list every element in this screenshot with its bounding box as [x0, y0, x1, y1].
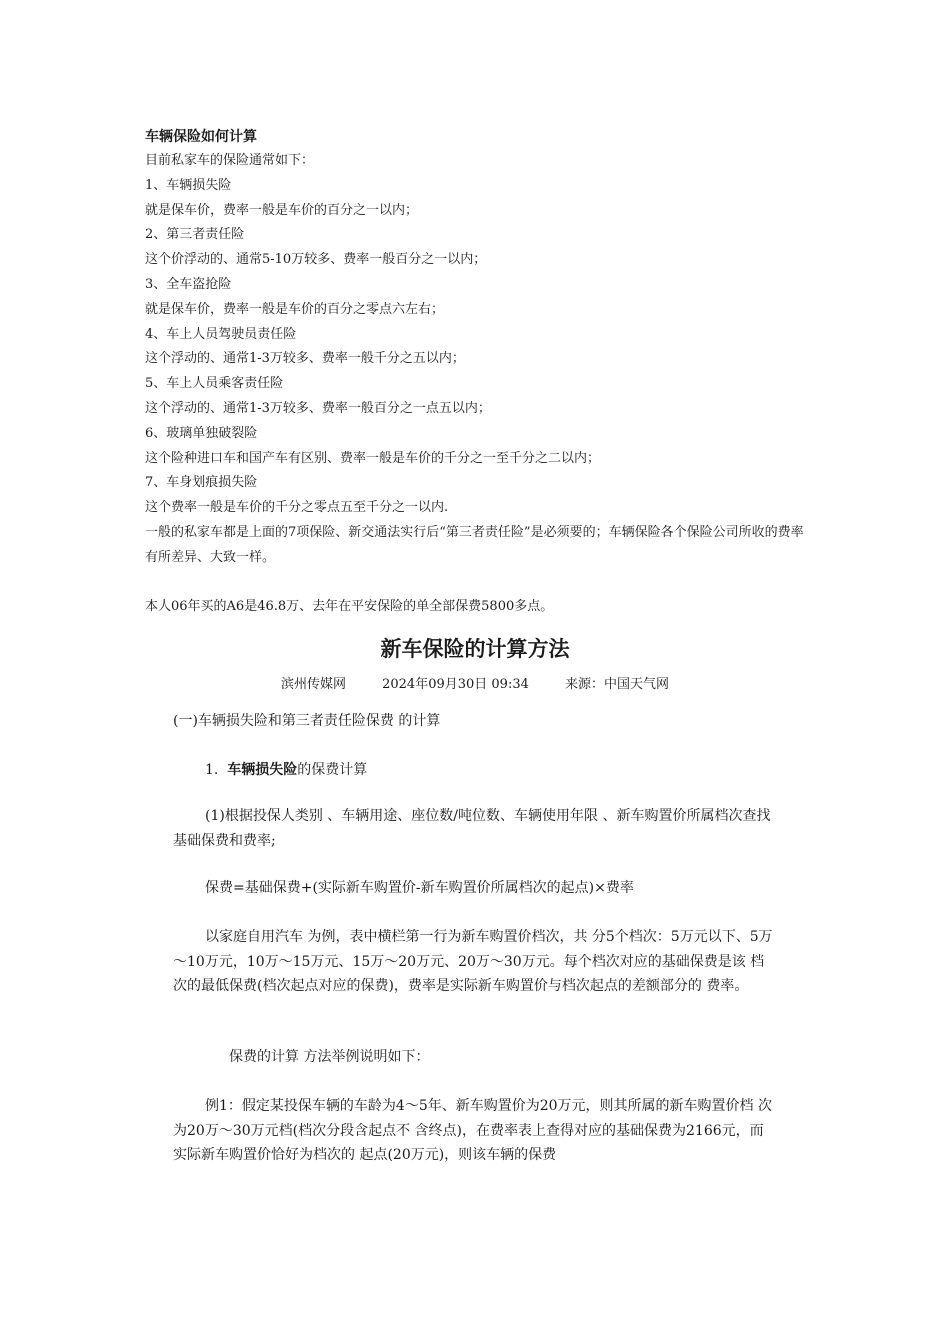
item-name: 7、车身划痕损失险 — [145, 475, 258, 491]
subsection-rest: 的保费计算 — [297, 762, 368, 778]
overview-intro: 目前私家车的保险通常如下： — [145, 153, 315, 168]
paragraph-example-intro: 以家庭自用汽车 为例，表中横栏第一行为新车购置价档次，共 分5个档次：5万元以下、5万～10万元，10万～15万元、15万～20万元、20万～30万元。每个档次对应的基础保费是该 档次的最低保费(档次起点对应的保费)，费率是实际新车购置价与档次起点的差额部分的 费率。 — [173, 929, 773, 994]
item-desc: 这个浮动的、通常1-3万较多、费率一般百分之一点五以内； — [145, 400, 491, 416]
meta-source: 来源：中国天气网 — [565, 677, 670, 692]
paragraph-method: 保费的计算 方法举例说明如下： — [229, 1049, 430, 1065]
personal-note: 本人06年买的A6是46.8万、去年在平安保险的单全部保费5800多点。 — [145, 598, 554, 614]
item-desc: 这个险种进口车和国产车有区别、费率一般是车价的千分之一至千分之二以内； — [145, 450, 601, 466]
item-desc: 就是保车价，费率一般是车价的百分之零点六左右； — [145, 301, 445, 317]
item-desc: 这个浮动的、通常1-3万较多、费率一般千分之五以内； — [145, 351, 465, 367]
subsection-heading — [205, 758, 807, 783]
overview-title: 车辆保险如何计算 — [145, 129, 257, 145]
article-title: 新车保险的计算方法 — [380, 637, 570, 661]
subsection-number: 1. — [205, 762, 219, 778]
subsection-bold-term: 车辆损失险 — [227, 762, 298, 778]
paragraph-example1: 例1：假定某投保车辆的车龄为4～5年、新车购置价为20万元，则其所属的新车购置价档 次为20万～30万元档(档次分段含起点不 含终点)，在费率表上查得对应的基础保费为2166元，而实际新车购置价恰好为档次的 起点(20万元)，则该车辆的保费 — [173, 1098, 772, 1163]
item-name: 1、车辆损失险 — [145, 177, 232, 193]
spacer — [145, 571, 815, 595]
meta-datetime: 2024年09月30日 09:34 — [382, 677, 529, 692]
item-desc: 这个价浮动的、通常5-10万较多、费率一般百分之一以内； — [145, 252, 487, 268]
item-name: 3、全车盗抢险 — [145, 276, 232, 292]
section-heading: (一)车辆损失险和第三者责任险保费 的计算 — [173, 713, 441, 729]
insurance-overview — [145, 125, 815, 619]
item-name: 6、玻璃单独破裂险 — [145, 425, 258, 441]
item-desc: 就是保车价，费率一般是车价的百分之一以内； — [145, 202, 419, 218]
paragraph-basis: (1)根据投保人类别 、车辆用途、座位数/吨位数、车辆使用年限 、新车购置价所属档次查找基础保费和费率; — [173, 808, 771, 849]
item-name: 4、车上人员驾驶员责任险 — [145, 326, 297, 342]
item-name: 5、车上人员乘客责任险 — [145, 376, 284, 392]
meta-site: 滨州传媒网 — [280, 677, 346, 692]
item-desc: 这个费率一般是车价的千分之零点五至千分之一以内. — [145, 500, 449, 516]
item-name: 2、第三者责任险 — [145, 227, 245, 243]
article-meta — [0, 675, 950, 695]
formula-line: 保费=基础保费+(实际新车购置价-新车购置价所属档次的起点)×费率 — [205, 880, 634, 896]
overview-summary: 一般的私家车都是上面的7项保险、新交通法实行后“第三者责任险”是必须要的；车辆保险各个保险公司所收的费率有所差异、大致一样。 — [145, 524, 804, 565]
